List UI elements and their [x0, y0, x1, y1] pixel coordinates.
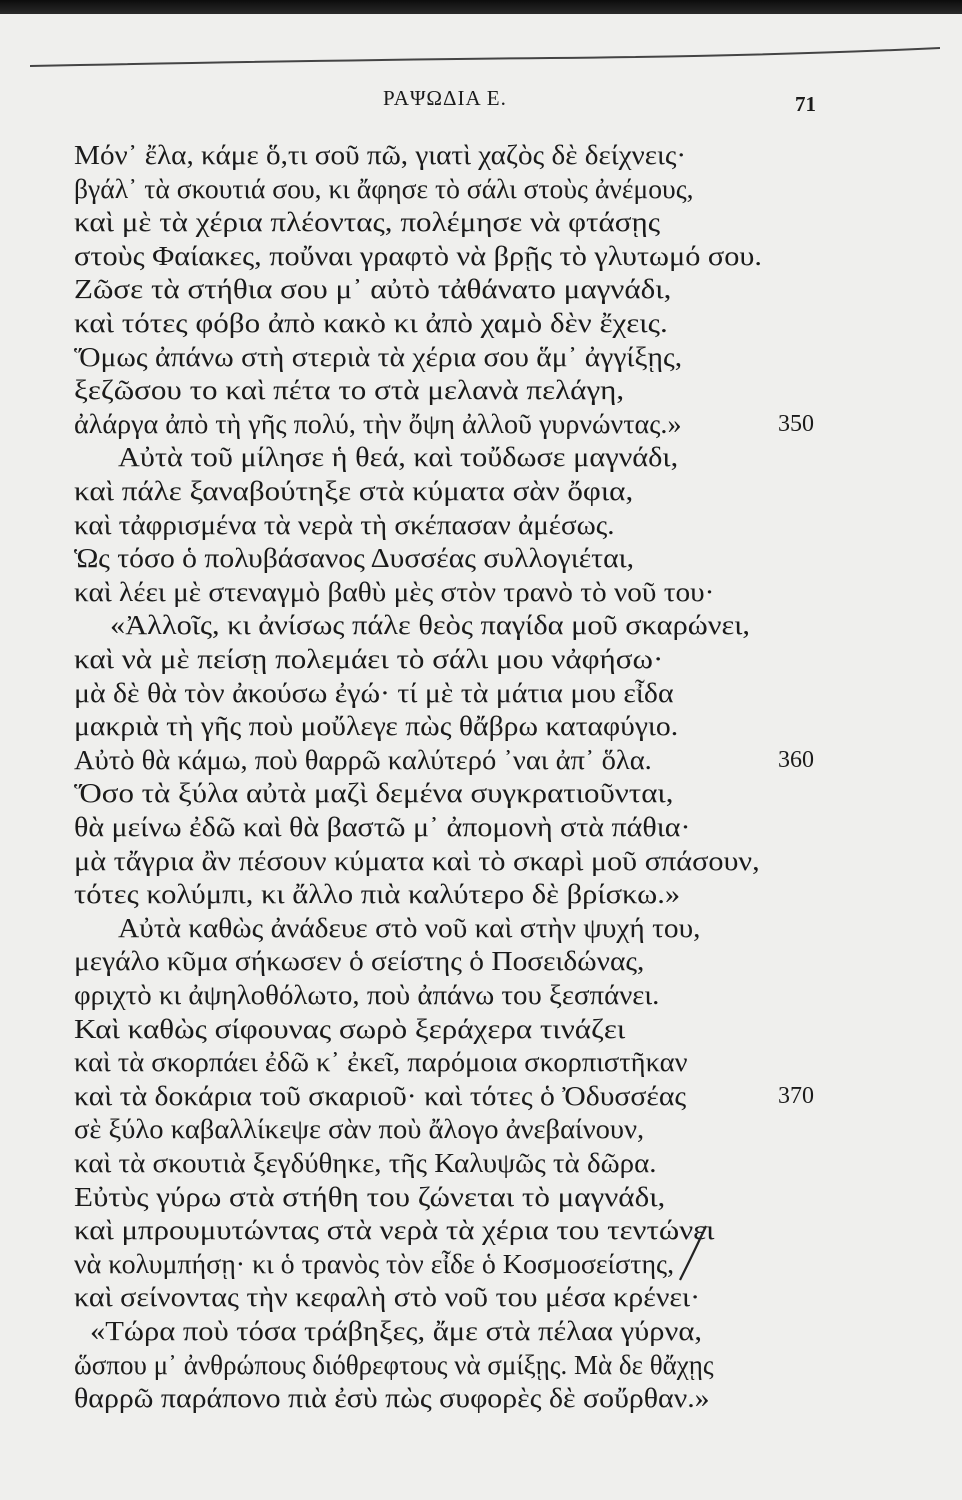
verse-line: ὥσπου μ᾿ ἀνθρώπους διόθρεφτους νὰ σμίξῃς. Μὰ δε θἄχῃς: [74, 1350, 714, 1380]
line-number: 370: [778, 1083, 814, 1109]
chapter-heading: ΡΑΨΩΔΙΑ Ε.: [383, 86, 507, 110]
verse-line: καὶ τἀφρισμένα τὰ νερὰ τὴ σκέπασαν ἀμέσως.: [74, 510, 615, 540]
verse-line: θὰ μείνω ἐδῶ καὶ θὰ βαστῶ μ᾿ ἀπομονὴ στὰ πάθια·: [74, 812, 691, 842]
verse-line: καὶ σείνοντας τὴν κεφαλὴ στὸ νοῦ του μέσα κρένει·: [74, 1282, 701, 1312]
line-number: 360: [778, 747, 814, 773]
verse-line: φριχτὸ κι ἀψηλοθόλωτο, ποὺ ἀπάνω του ξεσπάνει.: [74, 980, 660, 1010]
handwritten-mark: [672, 1224, 712, 1284]
verse-line: σὲ ξύλο καβαλλίκεψε σὰν ποὺ ἄλογο ἀνεβαίνουν,: [74, 1114, 645, 1144]
verse-line: καὶ τὰ σκουτιὰ ξεγδύθηκε, τῆς Καλυψῶς τὰ δῶρα.: [74, 1148, 657, 1178]
verse-line: νὰ κολυμπήσῃ· κι ὁ τρανὸς τὸν εἶδε ὁ Κοσμοσείστης,: [74, 1249, 675, 1279]
verse-line: καὶ τὰ σκορπάει ἐδῶ κ᾿ ἐκεῖ, παρόμοια σκορπιστῆκαν: [74, 1047, 688, 1077]
page-number: 71: [795, 92, 816, 116]
verse-line: καὶ μπρουμυτώντας στὰ νερὰ τὰ χέρια του τεντώνει: [74, 1215, 715, 1245]
verse-line: Μόν᾿ ἔλα, κάμε ὅ,τι σοῦ πῶ, γιατὶ χαζὸς δὲ δείχνεις·: [74, 140, 687, 170]
verse-line: καὶ νὰ μὲ πείσῃ πολεμάει τὸ σάλι μου νἀφήσω·: [74, 644, 664, 674]
verse-line: μεγάλο κῦμα σήκωσεν ὁ σείστης ὁ Ποσειδώνας,: [74, 946, 645, 976]
verse-line: «Ἀλλοῖς, κι ἀνίσως πάλε θεὸς παγίδα μοῦ σκαρώνει,: [110, 610, 750, 640]
verse-line: βγάλ᾿ τὰ σκουτιά σου, κι ἄφησε τὸ σάλι στοὺς ἀνέμους,: [74, 174, 694, 204]
verse-line: Αὐτὰ καθὼς ἀνάδευε στὸ νοῦ καὶ στὴν ψυχή του,: [118, 913, 701, 943]
verse-line: μὰ δὲ θὰ τὸν ἀκούσω ἐγώ· τί μὲ τὰ μάτια μου εἶδα: [74, 678, 674, 708]
verse-line: Εὐτὺς γύρω στὰ στήθη του ζώνεται τὸ μαγνάδι,: [74, 1182, 666, 1212]
verse-line: Καὶ καθὼς σίφουνας σωρὸ ξεράχερα τινάζει: [74, 1014, 626, 1044]
verse-line: Ὅμως ἀπάνω στὴ στεριὰ τὰ χέρια σου ἅμ᾿ ἀγγίξῃς,: [74, 342, 683, 372]
verse-line: ξεζῶσου το καὶ πέτα το στὰ μελανὰ πελάγη,: [74, 375, 625, 405]
verse-line: Ὡς τόσο ὁ πολυβάσανος Δυσσέας συλλογιέται,: [74, 543, 635, 573]
verse-line: μὰ τἄγρια ἂν πέσουν κύματα καὶ τὸ σκαρὶ μοῦ σπάσουν,: [74, 846, 760, 876]
verse-line: καὶ λέει μὲ στεναγμὸ βαθὺ μὲς στὸν τρανὸ τὸ νοῦ του·: [74, 577, 715, 607]
verse-line: Αὐτὸ θὰ κάμω, ποὺ θαρρῶ καλύτερό ᾿ναι ἀπ᾿ ὅλα.: [74, 745, 652, 775]
verse-line: καὶ πάλε ξαναβούτηξε στὰ κύματα σὰν ὄφια,: [74, 476, 634, 506]
verse-line: στοὺς Φαίακες, ποὔναι γραφτὸ νὰ βρῇς τὸ γλυτωμό σου.: [74, 241, 762, 271]
verse-line: καὶ μὲ τὰ χέρια πλέοντας, πολέμησε νὰ φτάσῃς: [74, 207, 661, 237]
verse-line: τότες κολύμπι, κι ἄλλο πιὰ καλύτερο δὲ βρίσκω.»: [74, 879, 681, 909]
verse-line: μακριὰ τὴ γῆς ποὺ μοὔλεγε πὼς θἄβρω καταφύγιο.: [74, 711, 679, 741]
verse-line: καὶ τότες φόβο ἀπὸ κακὸ κι ἀπὸ χαμὸ δὲν ἔχεις.: [74, 308, 668, 338]
verse-line: Ζῶσε τὰ στήθια σου μ᾿ αὐτὸ τἀθάνατο μαγνάδι,: [74, 274, 672, 304]
verse-line: ἀλάργα ἀπὸ τὴ γῆς πολύ, τὴν ὄψη ἀλλοῦ γυρνώντας.»: [74, 409, 682, 439]
verse-line: θαρρῶ παράπονο πιὰ ἐσὺ πὼς συφορὲς δὲ σοὔρθαν.»: [74, 1383, 710, 1413]
verse-line: «Τώρα ποὺ τόσα τράβηξες, ἄμε στὰ πέλαα γύρνα,: [90, 1316, 702, 1346]
verse-line: καὶ τὰ δοκάρια τοῦ σκαριοῦ· καὶ τότες ὁ Ὀδυσσέας: [74, 1081, 687, 1111]
verse-line: Αὐτὰ τοῦ μίλησε ἡ θεά, καὶ τοὔδωσε μαγνάδι,: [118, 442, 679, 472]
verse-line: Ὅσο τὰ ξύλα αὐτὰ μαζὶ δεμένα συγκρατιοῦνται,: [74, 778, 674, 808]
line-number: 350: [778, 411, 814, 437]
